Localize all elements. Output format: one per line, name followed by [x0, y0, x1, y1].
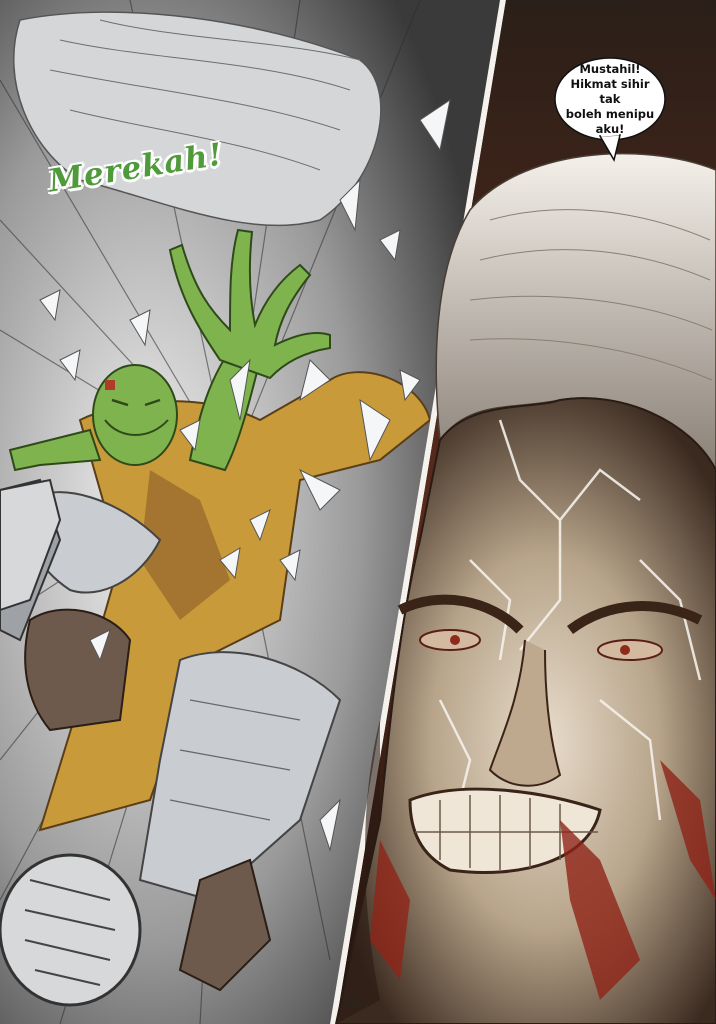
speech-bubble: [556, 58, 664, 140]
speech-line-3: boleh menipu: [565, 106, 655, 121]
page-number: 25: [347, 996, 361, 1010]
sound-effect-text: Merekah!: [46, 136, 226, 200]
speech-line-2: Hikmat sihir tak: [570, 76, 650, 106]
speech-line-1: Mustahil!: [579, 61, 641, 76]
speech-line-4: aku!: [595, 121, 625, 136]
